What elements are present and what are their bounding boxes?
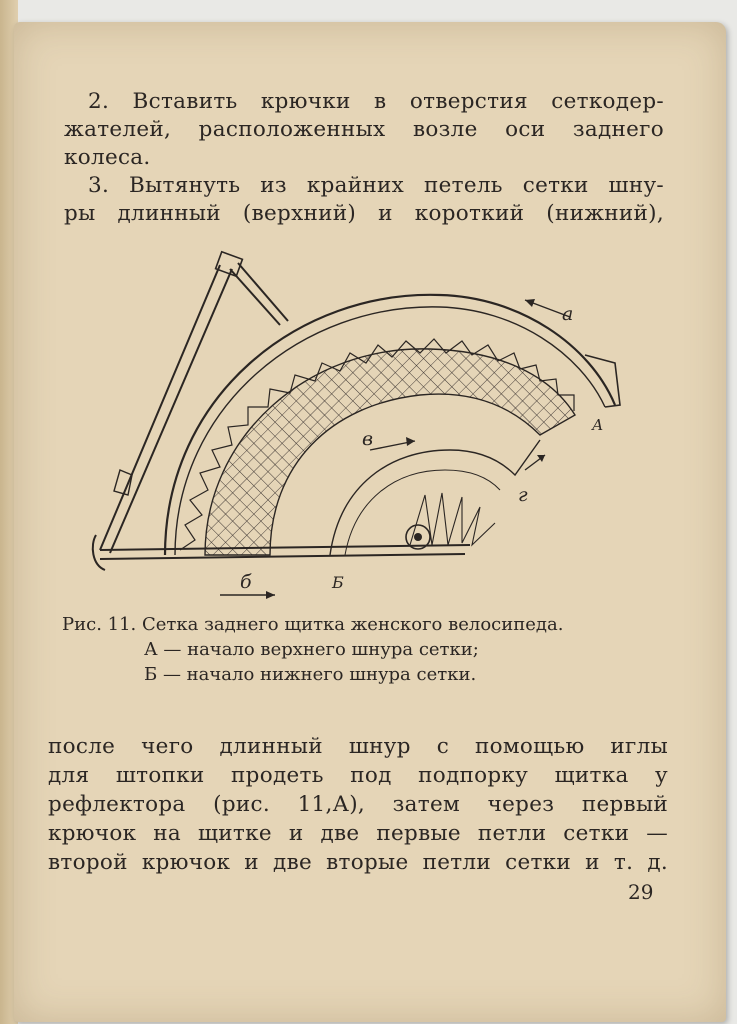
figure-caption — [60, 612, 660, 687]
bicycle-fender-net-illustration — [70, 245, 630, 615]
text-line: второй крючок и две вторые петли сетки и т. д. — [48, 850, 668, 875]
label-B: Б — [332, 573, 344, 592]
text-line: рефлектора (рис. 11,А), затем через первый — [48, 792, 668, 817]
label-a: а — [562, 303, 574, 325]
label-b: б — [240, 571, 252, 593]
caption-line-A: А — начало верхнего шнура сетки; — [144, 639, 479, 660]
caption-line-B: Б — начало нижнего шнура сетки. — [144, 664, 477, 685]
text-line: жателей, расположенных возле оси заднего — [64, 117, 664, 142]
text-line: крючок на щитке и две первые петли сетки — — [48, 821, 668, 846]
page-number: 29 — [628, 880, 654, 904]
label-g: г — [518, 484, 528, 506]
text-line: для штопки продеть под подпорку щитка у — [48, 763, 668, 788]
text-line: 2. Вставить крючки в отверстия сеткодер- — [88, 89, 664, 114]
caption-title: Рис. 11. Сетка заднего щитка женского велосипеда. — [62, 614, 564, 635]
instruction-text-bottom — [48, 732, 668, 877]
label-A: А — [592, 416, 604, 434]
text-line: после чего длинный шнур с помощью иглы — [48, 734, 668, 759]
label-v: в — [362, 428, 374, 450]
instruction-text-top — [64, 88, 664, 228]
text-line: ры длинный (верхний) и короткий (нижний), — [64, 201, 664, 226]
text-line: колеса. — [64, 145, 151, 170]
text-line: 3. Вытянуть из крайних петель сетки шну- — [88, 173, 664, 198]
